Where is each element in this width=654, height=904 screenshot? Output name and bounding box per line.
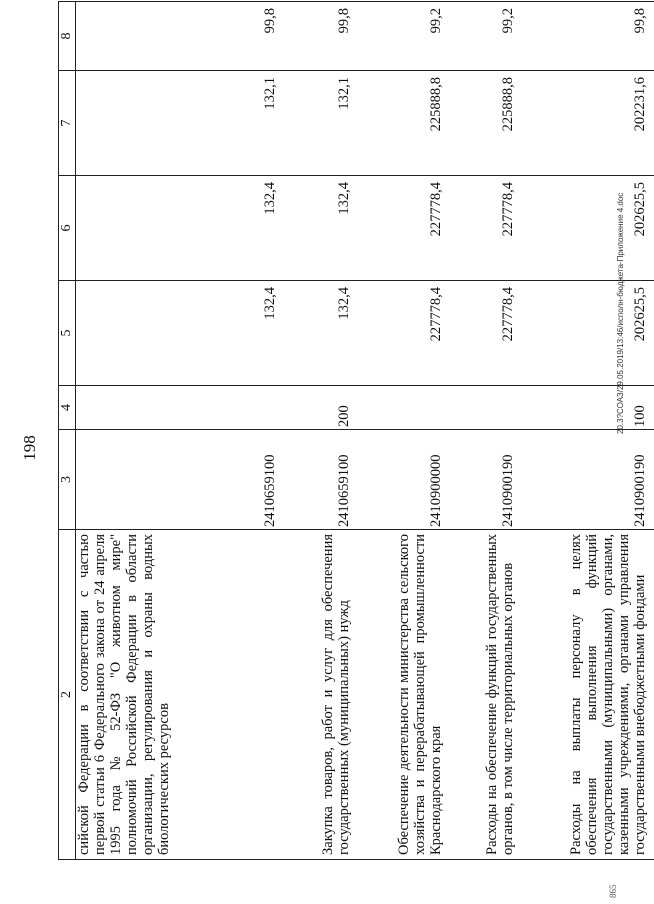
column-header: 4 bbox=[59, 386, 76, 430]
value-col6: 132,4 bbox=[284, 176, 358, 281]
value-col8: 99,8 bbox=[522, 2, 654, 71]
row-name: Расходы на выплаты персоналу в целях обеспечения выполнения функций государственными (муниципальными) органами, казенными учреждениями, органами управления государственными внебюджетными фондами bbox=[522, 530, 654, 860]
column-number-row bbox=[59, 2, 76, 860]
value-col5: 227778,4 bbox=[358, 281, 450, 386]
value-col7: 225888,8 bbox=[450, 71, 522, 176]
value-col6: 227778,4 bbox=[358, 176, 450, 281]
budget-table bbox=[58, 1, 654, 860]
value-col8: 99,8 bbox=[76, 2, 285, 71]
value-col6: 132,4 bbox=[76, 176, 285, 281]
file-path-footer: 20.3?СОАЗ/29.05.2019/13:46/исполн-бюджета-Приложение 4.doc bbox=[616, 192, 625, 434]
expense-type bbox=[450, 386, 522, 430]
value-col7: 225888,8 bbox=[358, 71, 450, 176]
row-name: Закупка товаров, работ и услуг для обеспечения государственных (муниципальных) нужд bbox=[284, 530, 358, 860]
corner-mark: 865 bbox=[608, 884, 618, 898]
value-col7: 132,1 bbox=[284, 71, 358, 176]
table-row bbox=[522, 2, 654, 860]
value-col7: 202231,6 bbox=[522, 71, 654, 176]
value-col5: 132,4 bbox=[284, 281, 358, 386]
column-header: 6 bbox=[59, 176, 76, 281]
row-name: Обеспечение деятельности министерства сельского хозяйства и перерабатывающей промышленности Краснодарского края bbox=[358, 530, 450, 860]
expense-type bbox=[358, 386, 450, 430]
target-code: 2410900000 bbox=[358, 430, 450, 530]
target-code: 2410659100 bbox=[76, 430, 285, 530]
target-code: 2410900190 bbox=[522, 430, 654, 530]
column-header: 2 bbox=[59, 530, 76, 860]
column-header: 3 bbox=[59, 430, 76, 530]
table-row bbox=[284, 2, 358, 860]
value-col6: 202625,5 bbox=[522, 176, 654, 281]
expense-type: 100 bbox=[522, 386, 654, 430]
table-row bbox=[358, 2, 450, 860]
value-col7: 132,1 bbox=[76, 71, 285, 176]
expense-type: 200 bbox=[284, 386, 358, 430]
target-code: 2410900190 bbox=[450, 430, 522, 530]
value-col8: 99,8 bbox=[284, 2, 358, 71]
value-col5: 202625,5 bbox=[522, 281, 654, 386]
expense-type bbox=[76, 386, 285, 430]
column-header: 7 bbox=[59, 71, 76, 176]
value-col8: 99,2 bbox=[358, 2, 450, 71]
table-row bbox=[76, 2, 285, 860]
value-col8: 99,2 bbox=[450, 2, 522, 71]
row-name: Расходы на обеспечение функций государственных органов, в том числе территориальных органов bbox=[450, 530, 522, 860]
value-col6: 227778,4 bbox=[450, 176, 522, 281]
table-row bbox=[450, 2, 522, 860]
value-col5: 132,4 bbox=[76, 281, 285, 386]
column-header: 8 bbox=[59, 2, 76, 71]
value-col5: 227778,4 bbox=[450, 281, 522, 386]
target-code: 2410659100 bbox=[284, 430, 358, 530]
page-number: 198 bbox=[20, 435, 39, 461]
row-name: сийской Федерации в соответствии с частью первой статьи 6 Федерального закона от 24 апреля 1995 года № 52-ФЗ "О животном мире" полномочий Российской Федерации в области организации, регулирования и охраны водных биологических ресурсов bbox=[76, 530, 285, 860]
column-header: 5 bbox=[59, 281, 76, 386]
